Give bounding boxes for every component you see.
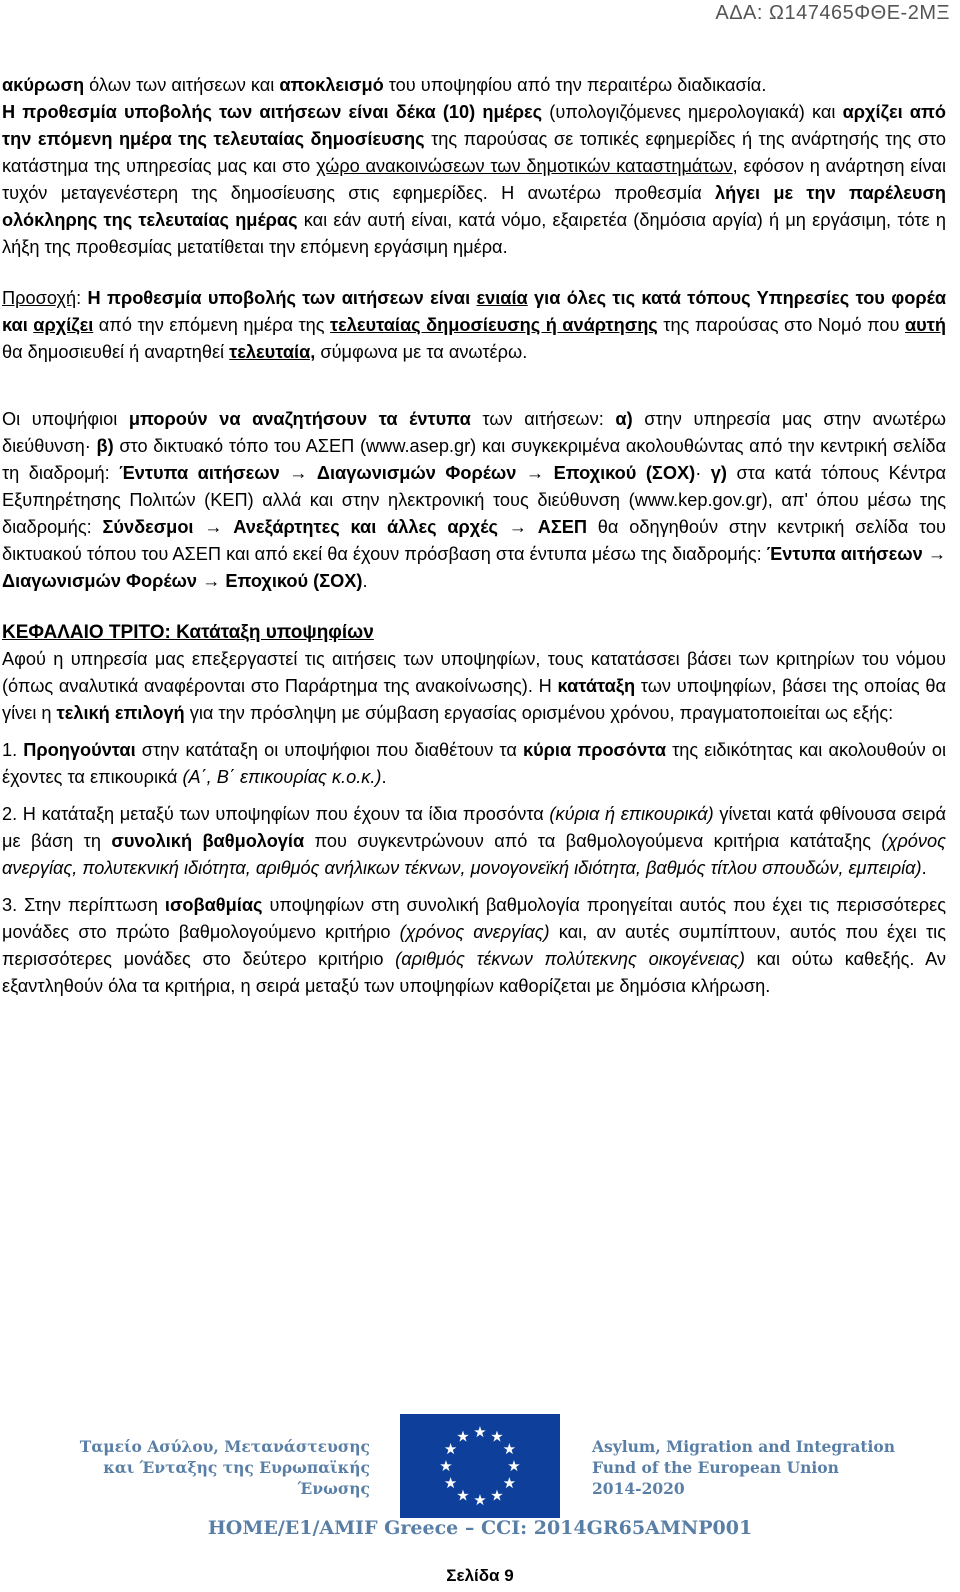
star-icon: ★ — [502, 1475, 517, 1492]
bold-text: Προηγούνται — [23, 740, 136, 760]
star-icon: ★ — [507, 1458, 521, 1475]
text: και εάν αυτή είναι, κατά νόμο, εξαιρετέα (δημόσια αργία) ή μη εργάσιμη, τότε η λήξη της προθεσμίας μετατίθεται την επόμενη εργάσιμη ημέρα. — [2, 210, 946, 257]
paragraph-rule-2 — [2, 801, 946, 882]
bold-text: κύρια προσόντα — [522, 740, 667, 760]
italic-text: (χρόνος ανεργίας) — [399, 922, 550, 942]
paragraph-rule-3 — [2, 892, 946, 1000]
underlined-text: Προσοχή — [2, 288, 77, 308]
text: θα δημοσιευθεί ή αναρτηθεί — [2, 342, 230, 362]
section-heading: ΚΕΦΑΛΑΙΟ ΤΡΙΤΟ: Κατάταξη υποψηφίων — [2, 622, 374, 643]
text: όλων των αιτήσεων και — [84, 75, 280, 95]
text: και ούτω καθεξής. Αν εξαντληθούν όλα τα κριτήρια, η σειρά μεταξύ των υποψηφίων καθορίζεται με δημόσια κλήρωση. — [2, 949, 946, 996]
text: . — [921, 858, 927, 878]
star-icon: ★ — [443, 1475, 458, 1492]
italic-text: (αριθμός τέκνων πολύτεκνης οικογένειας) — [395, 949, 745, 969]
arrow-right-icon: → — [508, 517, 527, 537]
fund-name-line: και Ένταξης της Ευρωπαϊκής — [103, 1458, 370, 1477]
star-icon: ★ — [490, 1428, 504, 1446]
bold-text: συνολική βαθμολογία — [111, 831, 305, 851]
star-icon: ★ — [439, 1458, 453, 1475]
italic-text: (χρόνος ανεργίας, πολυτεκνική ιδιότητα, αριθμός ανήλικων τέκνων, μονογονεϊκή ιδιότητα, βαθμός τίτλου σπουδών, εμπειρία) — [2, 831, 946, 878]
text: 2. Η κατάταξη μεταξύ των υποψηφίων που έχουν τα ίδια προσόντα — [2, 804, 550, 824]
bold-text: α) — [615, 409, 633, 429]
bold-text: ΑΣΕΠ — [537, 517, 588, 537]
bold-text: ισοβαθμίας — [164, 895, 263, 915]
bold-text: γ) — [710, 463, 727, 483]
fund-name-line: Ταμείο Ασύλου, Μετανάστευσης — [79, 1437, 370, 1456]
italic-text: (κύρια ή επικουρικά) — [549, 804, 714, 824]
text: της παρούσας στο Νομό που — [657, 315, 905, 335]
paragraph-rule-1 — [2, 737, 946, 791]
bold-text: αποκλεισμό — [279, 75, 384, 95]
paragraph-attention — [2, 285, 946, 366]
page-number: Σελίδα 9 — [446, 1566, 514, 1585]
text: θα οδηγηθούν στην κεντρική σελίδα του δικτυακού τόπου του ΑΣΕΠ και από εκεί θα έχουν πρόσβαση στα έντυπα μέσω της διαδρομής: — [2, 517, 946, 564]
star-icon: ★ — [473, 1492, 487, 1509]
fund-name-english — [592, 1436, 895, 1499]
bold-text: κατάταξη — [557, 676, 636, 696]
bold-text: αρχίζει από την επόμενη ημέρα της τελευταίας δημοσίευσης — [2, 102, 946, 149]
italic-text: (Α΄, Β΄ επικουρίας κ.ο.κ.) — [182, 767, 382, 787]
bold-text: Διαγωνισμών Φορέων — [2, 571, 198, 591]
text: . — [381, 767, 387, 787]
text: Οι υποψήφιοι — [2, 409, 129, 429]
text: , εφόσον η ανάρτηση είναι τυχόν μεταγενέστερη της δημοσίευσης στις εφημερίδες. Η ανωτέρω προθεσμία — [2, 156, 946, 203]
star-icon: ★ — [490, 1487, 504, 1505]
text: από την επόμενη ημέρα της — [93, 315, 331, 335]
text: (υπολογιζόμενες ημερολογιακά) και — [542, 102, 843, 122]
eu-flag-icon — [400, 1414, 560, 1518]
bold-text: Η προθεσμία υποβολής των αιτήσεων είναι δέκα (10) ημέρες — [2, 102, 543, 122]
arrow-right-icon: → — [525, 463, 545, 483]
text: της ειδικότητας και ακολουθούν οι έχοντες τα επικουρικά — [2, 740, 947, 787]
bold-text: Διαγωνισμών Φορέων — [316, 463, 517, 483]
text: των αιτήσεων: — [470, 409, 616, 429]
star-icon: ★ — [443, 1441, 458, 1458]
star-icon: ★ — [502, 1441, 517, 1458]
fund-period: 2014-2020 — [592, 1479, 685, 1498]
text: για την πρόσληψη με σύμβαση εργασίας ορισμένου χρόνου, πραγματοποιείται ως εξής: — [184, 703, 894, 723]
arrow-right-icon: → — [289, 463, 308, 483]
text: στα κατά τόπους Κέντρα Εξυπηρέτησης Πολιτών (ΚΕΠ) αλλά και στην ηλεκτρονική τους διεύθυνση (www.kep.gov.gr), απ' όπου μέσω της διαδρομής: — [2, 463, 946, 537]
bold-underlined-text: αυτή — [905, 315, 946, 335]
text: της παρούσας σε τοπικές εφημερίδες ή της ανάρτησής της στο κατάστημα της υπηρεσίας μας και στο — [2, 129, 946, 176]
bold-text: Εποχικού (ΣΟΧ) — [553, 463, 696, 483]
paragraph-ranking-intro — [2, 646, 946, 727]
programme-code: HOME/E1/AMIF Greece – CCI: 2014GR65AMNP001 — [207, 1517, 753, 1539]
text: 3. Στην περίπτωση — [2, 895, 165, 915]
arrow-right-icon: → — [204, 517, 223, 537]
text: 1. — [2, 740, 24, 760]
ada-code: ΑΔΑ: Ω147465ΦΘΕ-2ΜΞ — [715, 2, 950, 24]
text: στην υπηρεσία μας στην ανωτέρω διεύθυνση· — [2, 409, 946, 456]
text: . — [362, 571, 368, 591]
text: γίνεται κατά φθίνουσα σειρά με βάση τη — [2, 804, 946, 851]
underlined-text: χώρο ανακοινώσεων των δημοτικών καταστημάτων — [316, 156, 733, 176]
fund-name-greek — [80, 1436, 370, 1499]
text: που συγκεντρώνουν από τα βαθμολογούμενα κριτήρια κατάταξης — [304, 831, 882, 851]
bold-underlined-text: τελευταίας δημοσίευσης ή ανάρτησης — [330, 315, 658, 335]
bold-text: ακύρωση — [2, 75, 85, 95]
document-body — [2, 72, 946, 1000]
eu-stars-icon — [400, 1414, 560, 1518]
bold-text: Έντυπα αιτήσεων — [766, 544, 923, 564]
text: σύμφωνα με τα ανωτέρω. — [315, 342, 528, 362]
text: · — [695, 463, 711, 483]
text: στο δικτυακό τόπο του ΑΣΕΠ (www.asep.gr) και συγκεκριμένα ακολουθώντας από την κεντρική σελίδα τη διαδρομή: — [2, 436, 946, 483]
text: στην κατάταξη οι υποψήφιοι που διαθέτουν τα — [135, 740, 523, 760]
paragraph-forms — [2, 406, 946, 595]
bold-text: Εποχικού (ΣΟΧ) — [225, 571, 363, 591]
bold-text: μπορούν να αναζητήσουν τα έντυπα — [128, 409, 471, 429]
text: των υποψηφίων, βάσει της οποίας θα γίνει η — [2, 676, 946, 723]
bold-underlined-text: τελευταία, — [229, 342, 316, 362]
text: Αφού η υπηρεσία μας επεξεργαστεί τις αιτήσεις των υποψηφίων, τους κατατάσσει βάσει των κριτηρίων του νόμου (όπως αναλυτικά αναφέρονται στο Παράρτημα της ανακοίνωσης). Η — [2, 649, 946, 696]
fund-name-line: Fund of the European Union — [592, 1458, 839, 1477]
bold-text: λήγει με την παρέλευση ολόκληρης της τελευταίας ημέρας — [2, 183, 946, 230]
bold-text: για όλες τις κατά τόπους Υπηρεσίες του φορέα και — [2, 288, 946, 335]
star-icon: ★ — [456, 1428, 470, 1446]
fund-name-line: Asylum, Migration and Integration — [592, 1437, 896, 1456]
bold-text: τελική επιλογή — [56, 703, 185, 723]
text: υποψηφίων στη συνολική βαθμολογία προηγείται αυτός που έχει τις περισσότερες μονάδες στο πρώτο βαθμολογούμενο κριτήριο — [2, 895, 946, 942]
text: του υποψηφίου από την περαιτέρω διαδικασία. — [383, 75, 767, 95]
text: : — [76, 288, 88, 308]
bold-text: β) — [96, 436, 114, 456]
bold-underlined-text: ενιαία — [476, 288, 528, 308]
bold-text: Η προθεσμία υποβολής των αιτήσεων είναι — [87, 288, 477, 308]
bold-underlined-text: αρχίζει — [33, 315, 94, 335]
text: και, αν αυτές συμπίπτουν, αυτός που έχει τις περισσότερες μονάδες στο δεύτερο κριτήριο — [2, 922, 946, 969]
star-icon: ★ — [473, 1424, 487, 1441]
paragraph-deadline — [2, 99, 946, 261]
star-icon: ★ — [456, 1487, 470, 1505]
bold-text: Σύνδεσμοι — [102, 517, 194, 537]
paragraph-cancellation — [2, 72, 946, 99]
footer-logo-band — [0, 1412, 960, 1522]
bold-text: Έντυπα αιτήσεων — [119, 463, 280, 483]
arrow-right-icon: → — [202, 571, 221, 591]
bold-text: Ανεξάρτητες και άλλες αρχές — [233, 517, 498, 537]
fund-name-line: Ένωσης — [297, 1479, 370, 1498]
arrow-right-icon: → — [927, 544, 946, 564]
